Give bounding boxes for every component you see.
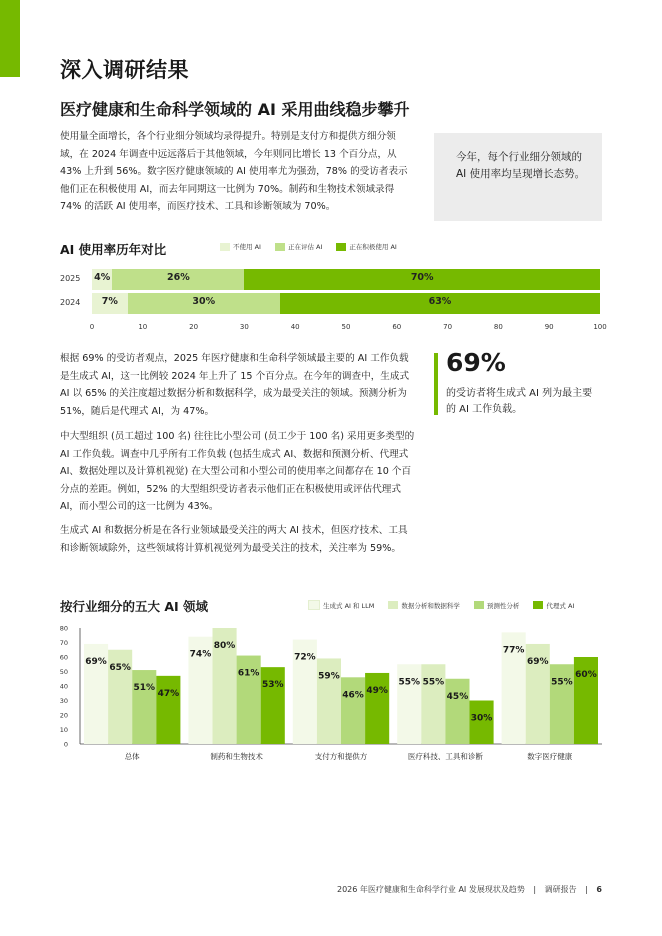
x-tick-label: 10 [138,323,148,331]
x-tick-label: 0 [89,323,95,331]
bar-value-label: 46% [342,690,364,701]
legend-item-data-analytics: 数据分析和数据科学 [388,601,460,610]
chart-bar [421,664,445,744]
y-tick-label: 0 [63,740,68,749]
x-tick-label: 20 [189,323,199,331]
bar-value-label: 59% [318,671,340,682]
usage-segment-label: 70% [410,272,434,283]
category-label: 医疗科技、工具和诊断 [407,752,483,761]
bar-value-label: 49% [366,685,388,696]
size-paragraph: 中大型组织 (员工超过 100 名) 往往比小型公司 (员工少于 100 名) 采用更多类型的 AI 工作负载。调查中几乎所有工作负载 (包括生成式 AI、数据和预测分析、代理式 AI、数据处理以及计算机视觉) 在大型公司和小型公司的使用率之间都存在 10 个百分点的差距。例如，52% 的大型组织受访者表示他们正在积极使用或评估代理式 AI，而小型公司的这一比例为 43%。 [60,431,415,513]
bar-value-label: 80% [213,641,236,651]
bar-value-label: 55% [422,677,445,688]
bar-value-label: 69% [85,656,107,667]
x-tick-label: 60 [392,323,402,331]
category-label: 制药和生物技术 [210,752,263,761]
bar-value-label: 61% [237,668,260,679]
bar-value-label: 60% [575,670,597,680]
footer-separator: | [533,885,537,894]
bar-value-label: 55% [551,677,573,688]
row-label-2025: 2025 [60,274,81,283]
focus-paragraph: 生成式 AI 和数据分析是在各行业领域最受关注的两大 AI 技术，但医疗技术、工具和诊断领域除外，这些领域将计算机视觉列为最受关注的技术，关注率为 59%。 [60,525,408,554]
legend-item-active: 正在积极使用 AI [336,242,396,251]
intro-paragraph: 使用量全面增长，各个行业细分领域均录得提升。特别是支付方和提供方细分领域，在 2024 年调查中远远落后于其他领域，今年则同比增长 13 个百分点，从 43% 上升到 56%。数字医疗健康领域的 AI 使用率尤为强劲，78% 的受访者表示他们正在积极使用 AI，而去年同期这一比例为 70%。制药和生物技术领域录得 74% 的活跃 AI 使用率，而医疗技术、工具和诊断领域为 70%。 [60,131,408,213]
bar-value-label: 30% [470,713,493,724]
y-tick-label: 30 [59,697,68,705]
x-tick-label: 50 [341,323,351,331]
bar-value-label: 53% [261,680,284,691]
usage-segment-label: 30% [192,296,216,307]
footer-report-title: 2026 年医疗健康和生命科学行业 AI 发展现状及趋势 [337,885,525,894]
bar-value-label: 65% [109,662,131,673]
usage-segment-label: 63% [428,296,452,307]
bar-value-label: 45% [446,691,469,702]
chart-bar [341,677,365,744]
segment-chart-title: 按行业细分的五大 AI 领域 [60,599,209,614]
x-tick-label: 70 [443,323,453,331]
page-title: 深入调研结果 [60,58,189,82]
x-tick-label: 90 [544,323,554,331]
usage-segment-label: 7% [101,296,118,307]
footer-report-label: 调研报告 [544,885,577,894]
chart-bar [550,664,574,744]
bar-value-label: 51% [133,683,156,694]
row-label-2024: 2024 [60,298,81,307]
y-tick-label: 60 [59,653,68,662]
chart-bar [397,664,421,744]
chart-bar [156,676,180,744]
bar-value-label: 69% [526,656,549,667]
bar-value-label: 47% [157,688,180,699]
stat-text: 的受访者将生成式 AI 列为最主要的 AI 工作负载。 [446,388,593,415]
chart-bar [132,670,156,744]
usage-chart-title: AI 使用率历年对比 [60,242,167,257]
x-tick-label: 40 [290,323,300,331]
chart-bar [365,673,389,744]
category-label: 数字医疗健康 [527,752,573,761]
chart-bar [445,679,469,744]
x-tick-label: 80 [493,323,503,331]
bar-value-label: 72% [294,652,316,663]
y-tick-label: 10 [59,726,68,734]
y-tick-label: 20 [59,711,68,720]
legend-item-not-using: 不使用 AI [220,242,261,251]
callout-text: 今年，每个行业细分领域的 AI 使用率均呈现增长态势。 [456,151,586,180]
page-number: 6 [596,885,602,894]
bar-value-label: 55% [398,677,421,688]
bar-value-label: 74% [189,649,212,660]
category-label: 总体 [124,752,140,761]
section-title: 医疗健康和生命科学领域的 AI 采用曲线稳步攀升 [60,100,410,119]
usage-segment-label: 4% [94,272,111,283]
chart-bar [261,667,285,744]
x-tick-label: 30 [239,323,249,331]
bar-value-label: 77% [502,645,525,656]
y-tick-label: 50 [59,668,68,676]
legend-item-evaluating: 正在评估 AI [275,242,322,251]
footer [337,884,602,895]
stat-value: 69% [446,348,506,377]
y-tick-label: 40 [59,682,68,691]
category-label: 支付方和提供方 [314,752,368,761]
y-tick-label: 80 [59,624,68,633]
legend-item-genai: 生成式 AI 和 LLM [308,600,374,610]
footer-separator: | [585,885,588,894]
legend-item-predictive: 预测性分析 [474,601,520,610]
x-tick-label: 100 [593,323,607,331]
y-tick-label: 70 [59,639,68,647]
workload-paragraph: 根据 69% 的受访者观点，2025 年医疗健康和生命科学领域最主要的 AI 工作负载是生成式 AI，这一比例较 2024 年上升了 15 个百分点。在今年的调查中，生成式 AI 以 65% 的关注度超过数据分析和数据科学，成为最受关注的领域。预测分析为 51%，随后是代理式 AI，为 47%。 [60,353,410,417]
usage-segment-label: 26% [166,272,190,283]
legend-item-agentic: 代理式 AI [533,601,574,610]
